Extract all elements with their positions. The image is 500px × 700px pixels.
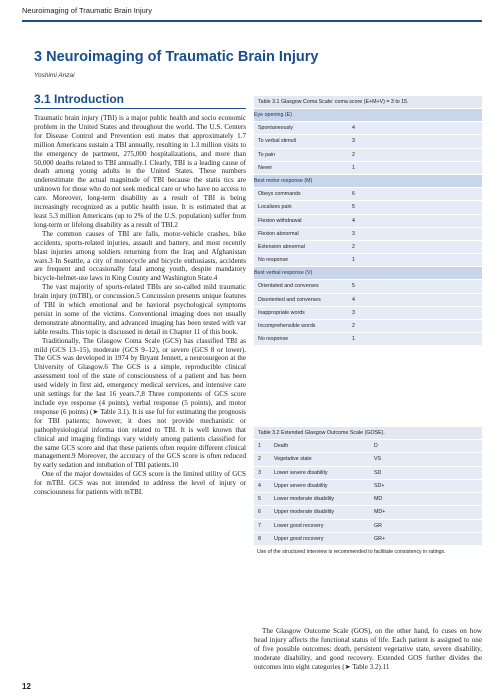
table-cell: 8 [258, 536, 261, 543]
table-row [254, 519, 482, 532]
paragraph: Traditionally, The Glasgow Coma Scale (GCS) has classified TBI as mild (GCS 13–15), moderate (GCS 9–12), or severe (GCS 8 or lower). The GCS was developed in 1974 by Bryant Jennett, a neurosurgeon at the University of Glasgow.6 The GCS is a simple, reproducible clinical assessment tool of the state of consciousness of a patient and has been used widely in first aid, emergency medical services, and intensive care unit settings for the last 16 years.7,8 Three components of GCS score include eye response (4 points), verbal response (5 points), and motor response (6 points) (➤ Table 3.1). It is use ful for estimating the prognosis for TBI patients; however, it does not provide mechanistic or pathophysiological informa tion related to TBI. It is well known that clinical and imaging findings vary widely among patients classified for the same GCS score and that these patients often require different clinical management.9 Moreover, the accuracy of the GCS score is often reduced by early sedation and intubation of TBI patients.10 [34, 336, 246, 470]
table-row [254, 240, 482, 253]
table-cell-label: No response [258, 257, 289, 264]
table-cell-score: 3 [352, 309, 355, 316]
table-cell: 1 [258, 443, 261, 449]
table-cell: Vegetative state [274, 456, 312, 463]
table-cell-score: 1 [352, 336, 355, 343]
table-cell-label: Orientated and converses [258, 283, 319, 290]
section-title: 3.1 Introduction [34, 92, 124, 106]
table-group-header: Eye opening (E) [254, 108, 482, 121]
table-cell: Lower severe disability [274, 469, 328, 476]
table-cell: 2 [258, 456, 261, 463]
table-cell: Upper moderate disability [274, 509, 335, 516]
table-row [254, 148, 482, 161]
table-row [254, 161, 482, 174]
table-cell-label: Inappropriate words [258, 309, 305, 316]
table-cell-label: Disoriented and converses [258, 296, 321, 303]
table-row [254, 439, 482, 452]
table-row [254, 332, 482, 345]
table-row [254, 187, 482, 200]
running-head: Neuroimaging of Traumatic Brain Injury [22, 6, 153, 15]
table-cell: MD [374, 496, 383, 503]
table-cell-score: 1 [352, 164, 355, 171]
table-cell-label: Never [258, 164, 273, 171]
table-row [254, 452, 482, 465]
page-number: 12 [22, 682, 31, 691]
table-group-header: Best verbal response (V) [254, 266, 482, 279]
table-cell-label: Spontaneously [258, 125, 294, 132]
table-row [254, 293, 482, 306]
table-cell: SD [374, 469, 382, 476]
table-caption: Table 3.1 Glasgow Coma Scale: coma score (E+M+V) = 3 to 15. [254, 96, 482, 108]
author: Yoshimi Anzai [34, 72, 75, 79]
table-row [254, 200, 482, 213]
table-cell-score: 4 [352, 217, 355, 224]
table-row [254, 319, 482, 332]
table-cell-score: 6 [352, 191, 355, 198]
table-cell-label: Flexion abnormal [258, 230, 299, 237]
body-text-right [254, 627, 482, 672]
table-cell: 5 [258, 496, 261, 503]
header-rule [22, 20, 482, 22]
table-cell-label: No response [258, 336, 289, 343]
table-cell: Upper severe disability [274, 482, 328, 489]
table-row [254, 532, 482, 545]
table-cell: 7 [258, 522, 261, 529]
table-cell: GR [374, 522, 382, 529]
paragraph: The common causes of TBI are falls, motor-vehicle crashes, bike accidents, sports-related injuries, assault and battery, and most recently blast injuries among soldiers returning from the Iraq and Afghanistan wars.3 In Seattle, a city of motorcycle and bicycle enthusiasts, accidents are frequent and occasionally fatal among youth, despite mandatory bicycle-helmet-use laws in King County and Washington State.4 [34, 229, 246, 283]
table-cell-score: 5 [352, 204, 355, 211]
table-cell: 6 [258, 509, 261, 516]
paragraph: One of the major downsides of GCS score is the limited utility of GCS for mTBI. GCS was not intended to address the level of injury or consciousness for patients with mTBI. [34, 470, 246, 497]
table-row [254, 253, 482, 266]
table-cell: Lower good recovery [274, 522, 324, 529]
table-cell-label: To verbal stimuli [258, 138, 296, 145]
table-group-header: Best motor response (M) [254, 174, 482, 187]
table-cell: Upper good recovery [274, 536, 324, 543]
table-footnote: Use of the structured interview is recommended to facilitate consistency in ratings. [257, 549, 446, 556]
chapter-title: 3 Neuroimaging of Traumatic Brain Injury [34, 49, 319, 65]
table-cell-score: 1 [352, 257, 355, 264]
table-cell-label: Localizes pain [258, 204, 292, 211]
table-cell: VS [374, 456, 382, 463]
table-cell-score: 2 [352, 323, 355, 329]
table-cell-score: 5 [352, 283, 355, 290]
paragraph: The vast majority of sports-related TBIs are so-called mild traumatic brain injury (mTBI), or concussion.5 Concussion presents unique features of TBI in which emotional and be havioral psychological symptoms persist in some of the victims. Conventional imaging does not usually demonstrate abnormality, and advanced imaging has been tested with var iable results. This topic is discussed in detail in Chapter 11 of this book. [34, 283, 246, 336]
table-cell-score: 3 [352, 230, 355, 237]
table-cell-score: 4 [352, 125, 355, 132]
table-glasgow-coma-scale [254, 96, 482, 345]
table-cell: 3 [258, 469, 261, 476]
table-cell-score: 2 [352, 151, 355, 158]
body-text [34, 114, 246, 497]
table-row [254, 279, 482, 292]
table-cell-label: To pain [258, 151, 276, 158]
table-cell: GR+ [374, 536, 386, 543]
table-cell: Death [274, 443, 289, 449]
table-cell-label: Flexion withdrawal [258, 217, 302, 224]
table-cell: 4 [258, 482, 261, 489]
table-cell: Lower moderate disability [274, 496, 335, 503]
table-row [254, 306, 482, 319]
table-cell: D [374, 443, 378, 449]
table-cell-label: Extension abnormal [258, 243, 305, 250]
table-row [254, 214, 482, 227]
table-cell: MD+ [374, 509, 386, 516]
table-row [254, 121, 482, 134]
table-cell-score: 4 [352, 296, 355, 303]
table-row [254, 492, 482, 505]
paragraph: The Glasgow Outcome Scale (GOS), on the other hand, fo cuses on how head injury affects the functional status of life. Each patient is assigned to one of five possible outcomes: death, persistent vegetative state, severe disability, moderate disability, and good recovery. Extended GOS further divides the outcomes into eight categories (➤ Table 3.2).11 [254, 627, 482, 671]
table-row [254, 134, 482, 147]
table-row [254, 466, 482, 479]
table-caption: Table 3.2 Extended Glasgow Outcome Scale (GOSE). [254, 427, 482, 439]
table-row [254, 479, 482, 492]
table-row [254, 227, 482, 240]
table-cell-score: 3 [352, 138, 355, 145]
table-cell-score: 2 [352, 243, 355, 250]
table-row [254, 505, 482, 518]
table-cell-label: Incomprehensible words [258, 323, 316, 329]
table-cell: SD+ [374, 482, 385, 489]
section-rule [34, 108, 246, 109]
table-cell-label: Obeys commands [258, 191, 301, 198]
table-glasgow-outcome-scale [254, 427, 482, 556]
paragraph: Traumatic brain injury (TBI) is a major public health and socio economic problem in the United States and throughout the world. The U.S. Centers for Disease Control and Prevention esti mates that approximately 1.7 million Americans sustain a TBI annually, resulting in 1.3 million visits to the emergency de partment, 275,000 hospitalizations, and more than 50,000 deaths related to TBI annually.1 Clearly, TBI is a leading cause of death among young adults in the United States. These numbers underestimate the actual magnitude of TBI because the statis tics are unknown for those who do not seek medical care or who have no access to care. Moreover, long-term disability as a result of TBI is being increasingly recognized as a public health issue. It is estimated that at least 5.3 million Americans (up to 2% of the U.S. population) suffer from long-term or lifelong disability as a result of TBI.2 [34, 114, 246, 229]
